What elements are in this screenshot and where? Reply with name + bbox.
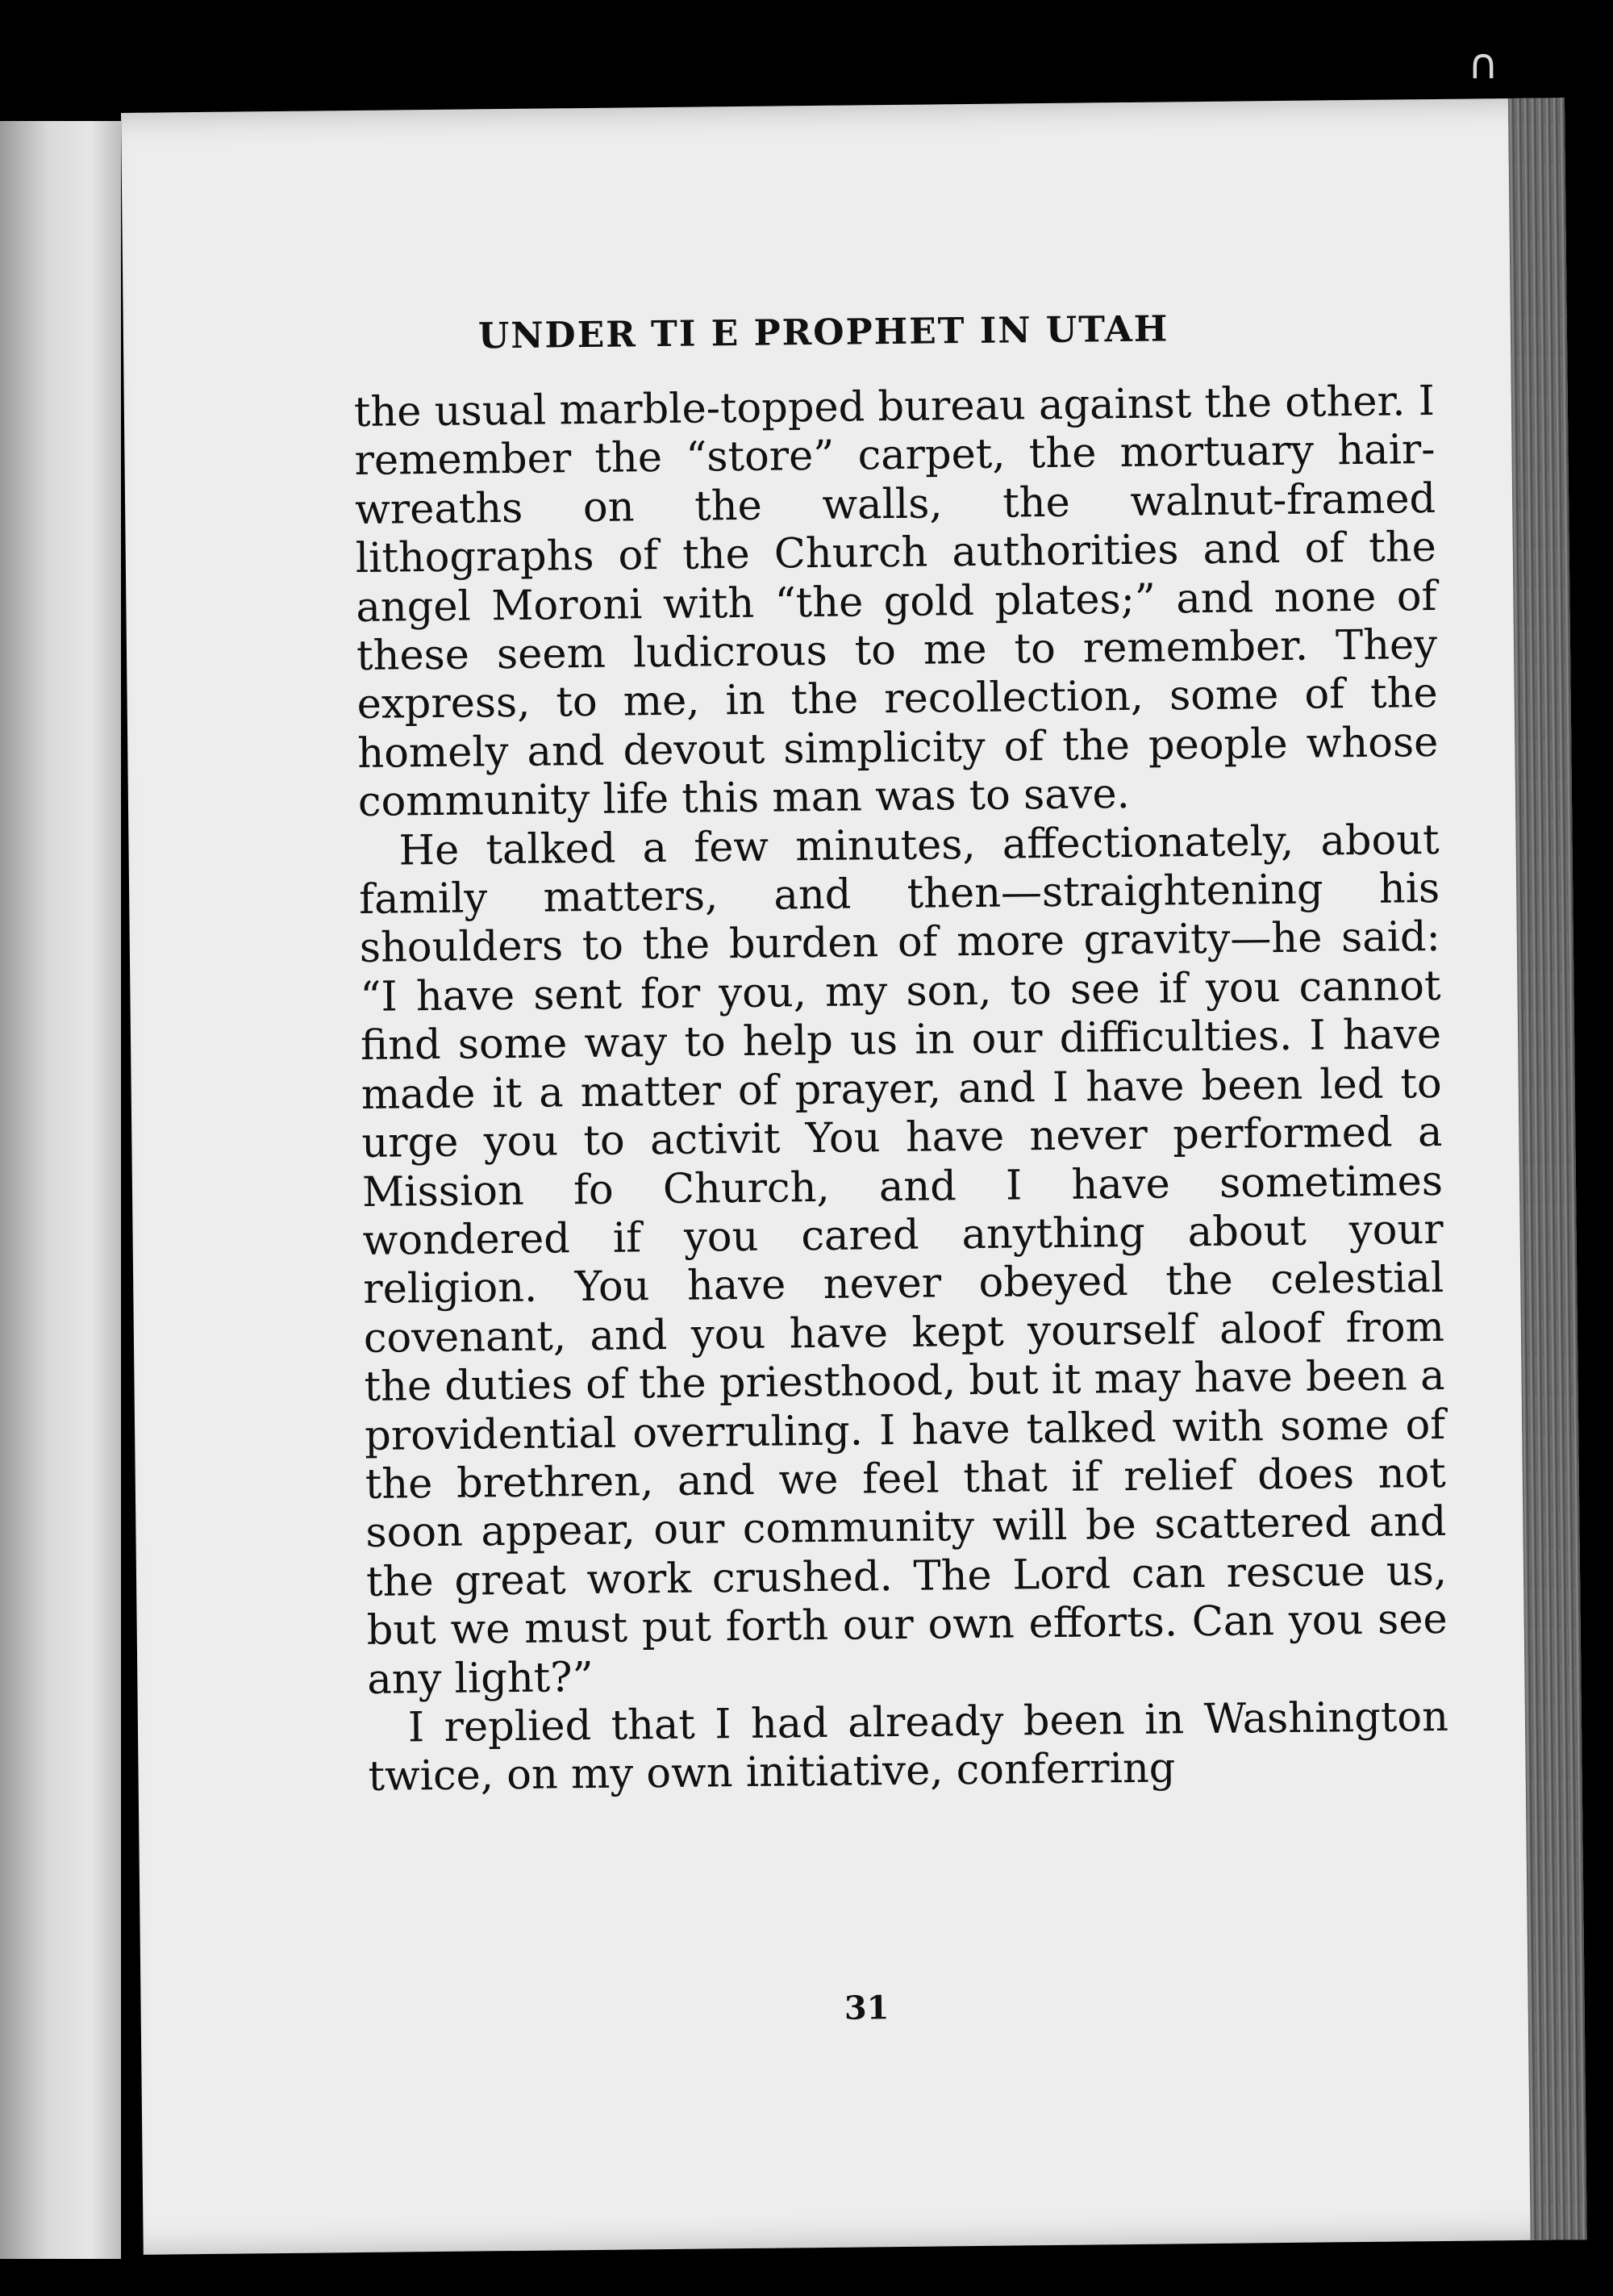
paragraph-1: the usual marble-topped bureau against the other. I remember the “store” carpet, the mortuary hair-wreaths on the walls, the walnut-framed lithographs of the Church authorities and of the angel Moroni with “the gold plates;” and none of these seem ludicrous to me to remember. They express, to me, in the recollection, some of the homely and devout simplicity of the people whose community life this man was to save. — [353, 377, 1439, 827]
facing-page-edge — [0, 121, 121, 2259]
paragraph-3: I replied that I had already been in Washington twice, on my own initiative, conferring — [368, 1693, 1449, 1801]
book-page — [121, 98, 1587, 2255]
scan-corner-mark: ∩ — [1468, 40, 1499, 89]
page-stack-edge — [1508, 98, 1587, 2240]
body-text — [354, 378, 1449, 1802]
page-number: 31 — [844, 1989, 890, 2027]
running-head: UNDER TI E PROPHET IN UTAH — [477, 308, 1169, 357]
paragraph-2: He talked a few minutes, affectionately, about family matters, and then—straightening his shoulders to the burden of more gravity—he said: “I have sent for you, my son, to see if you cannot find some way to help us in our difficulties. I have made it a matter of prayer, and I have been led to urge you to activit You have never performed a Mission fo Church, and I have sometimes wondered if you cared anything about your religion. You have never obeyed the celestial covenant, and you have kept yourself aloof from the duties of the priesthood, but it may have been a providential overruling. I have talked with some of the brethren, and we feel that if relief does not soon appear, our community will be scattered and the great work crushed. The Lord can rescue us, but we must put forth our own efforts. Can you see any light?” — [358, 816, 1448, 1704]
